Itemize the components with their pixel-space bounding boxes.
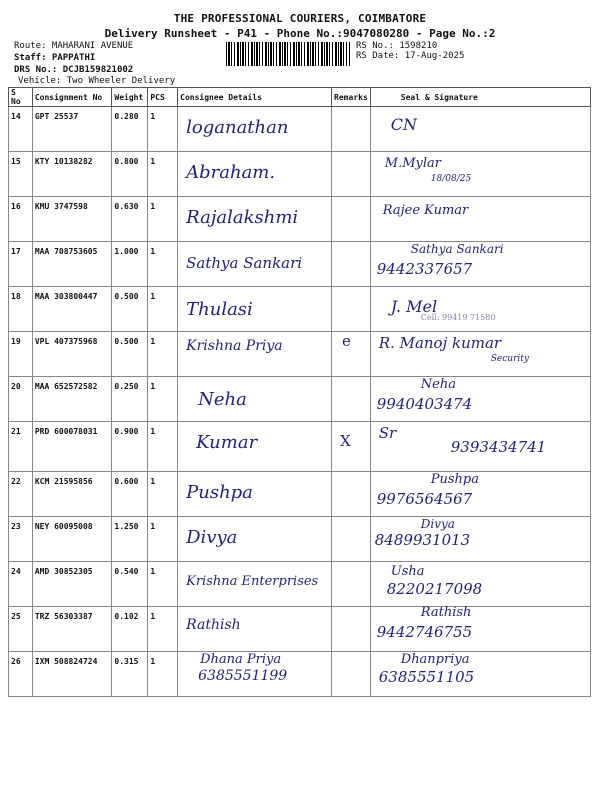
row-sno: 25 xyxy=(9,607,33,652)
handwritten-name: Abraham. xyxy=(186,162,276,183)
handwritten-name: Krishna Enterprises xyxy=(186,574,319,589)
table-row xyxy=(9,472,591,517)
row-weight: 0.250 xyxy=(112,377,148,422)
row-remark xyxy=(332,377,371,422)
row-pcs: 1 xyxy=(148,422,178,472)
row-remark: X xyxy=(332,422,371,472)
row-sno: 20 xyxy=(9,377,33,422)
row-consignment: MAA 652572582 xyxy=(32,377,112,422)
row-signature xyxy=(370,472,590,517)
signature-phone: 9393434741 xyxy=(450,438,547,456)
row-sno: 19 xyxy=(9,332,33,377)
barcode-image xyxy=(226,42,350,66)
row-weight: 0.630 xyxy=(112,197,148,242)
row-consignment: PRD 600078031 xyxy=(32,422,112,472)
row-pcs: 1 xyxy=(148,152,178,197)
handwritten-name: Neha xyxy=(198,389,247,410)
row-signature xyxy=(370,377,590,422)
signature-text: Neha xyxy=(420,377,456,392)
row-weight: 0.280 xyxy=(112,107,148,152)
company-title: THE PROFESSIONAL COURIERS, COIMBATORE xyxy=(173,12,427,25)
rs-number: RS No.: 1598210 xyxy=(356,41,438,51)
handwritten-name: Krishna Priya xyxy=(186,338,283,354)
row-sno: 26 xyxy=(9,652,33,697)
row-consignment: KMU 3747598 xyxy=(32,197,112,242)
row-signature xyxy=(370,517,590,562)
row-sno: 23 xyxy=(9,517,33,562)
row-consignment: KTY 10138282 xyxy=(32,152,112,197)
row-consignment: TRZ 56303387 xyxy=(32,607,112,652)
table-row xyxy=(9,287,591,332)
runsheet-subtitle: Delivery Runsheet - P41 - Phone No.:9047080280 - Page No.:2 xyxy=(104,27,496,40)
col-seal-signature: Seal & Signature xyxy=(370,88,590,107)
row-consignment: VPL 407375968 xyxy=(32,332,112,377)
table-row xyxy=(9,652,591,697)
signature-text: Rajee Kumar xyxy=(382,203,469,218)
table-row xyxy=(9,377,591,422)
signature-phone: 9940403474 xyxy=(376,395,473,413)
staff-label: Staff: PAPPATHI xyxy=(14,53,96,63)
row-signature xyxy=(370,332,590,377)
signature-text: Pushpa xyxy=(430,472,480,487)
signature-text: Sr xyxy=(378,424,397,442)
row-weight: 0.600 xyxy=(112,472,148,517)
signature-text: Dhanpriya xyxy=(400,652,470,667)
col-weight: Weight xyxy=(112,88,148,107)
table-row xyxy=(9,422,591,472)
signature-phone: 8220217098 xyxy=(386,580,483,598)
row-weight: 1.250 xyxy=(112,517,148,562)
handwritten-name: Divya xyxy=(186,527,238,548)
row-consignee xyxy=(178,107,332,152)
row-consignee xyxy=(178,242,332,287)
row-remark xyxy=(332,607,371,652)
row-pcs: 1 xyxy=(148,377,178,422)
col-remarks: Remarks xyxy=(332,88,371,107)
row-remark xyxy=(332,287,371,332)
vehicle-label: Vehicle: Two Wheeler Delivery xyxy=(18,76,176,86)
runsheet-table xyxy=(8,87,591,697)
row-consignee xyxy=(178,472,332,517)
signature-text: Rathish xyxy=(420,605,472,620)
table-row xyxy=(9,562,591,607)
row-consignee xyxy=(178,652,332,697)
handwritten-phone: 6385551199 xyxy=(198,668,288,684)
row-remark xyxy=(332,197,371,242)
row-weight: 0.500 xyxy=(112,332,148,377)
row-consignee xyxy=(178,152,332,197)
row-consignee xyxy=(178,607,332,652)
row-remark xyxy=(332,652,371,697)
row-consignee xyxy=(178,422,332,472)
row-weight: 0.500 xyxy=(112,287,148,332)
signature-text: J. Mel xyxy=(390,297,438,316)
row-remark xyxy=(332,242,371,287)
row-pcs: 1 xyxy=(148,287,178,332)
signature-phone: 9442337657 xyxy=(376,260,473,278)
table-header xyxy=(9,88,591,107)
row-sno: 15 xyxy=(9,152,33,197)
row-pcs: 1 xyxy=(148,107,178,152)
table-row xyxy=(9,107,591,152)
row-pcs: 1 xyxy=(148,517,178,562)
signature-phone: 9976564567 xyxy=(376,490,473,508)
row-sno: 24 xyxy=(9,562,33,607)
row-pcs: 1 xyxy=(148,472,178,517)
table-row xyxy=(9,152,591,197)
signature-phone: 8489931013 xyxy=(374,531,471,549)
signature-text: Sathya Sankari xyxy=(410,242,504,256)
row-consignment: MAA 303800447 xyxy=(32,287,112,332)
row-signature xyxy=(370,562,590,607)
row-remark xyxy=(332,107,371,152)
row-consignment: IXM 508824724 xyxy=(32,652,112,697)
table-row xyxy=(9,332,591,377)
handwritten-name: Sathya Sankari xyxy=(186,254,303,272)
row-signature xyxy=(370,422,590,472)
row-consignee xyxy=(178,377,332,422)
row-remark xyxy=(332,152,371,197)
row-signature xyxy=(370,287,590,332)
table-row xyxy=(9,242,591,287)
table-row xyxy=(9,607,591,652)
row-consignee xyxy=(178,287,332,332)
table-row xyxy=(9,517,591,562)
handwritten-name: Dhana Priya xyxy=(200,652,282,667)
row-consignee xyxy=(178,332,332,377)
row-consignment: MAA 708753605 xyxy=(32,242,112,287)
signature-date: 18/08/25 xyxy=(430,174,472,184)
route-label: Route: MAHARANI AVENUE xyxy=(14,41,134,51)
row-pcs: 1 xyxy=(148,197,178,242)
row-consignee xyxy=(178,562,332,607)
row-weight: 1.000 xyxy=(112,242,148,287)
col-pcs: PCS xyxy=(148,88,178,107)
signature-phone: 6385551105 xyxy=(378,668,475,686)
handwritten-name: Pushpa xyxy=(186,482,253,503)
handwritten-name: Rathish xyxy=(186,617,241,633)
row-weight: 0.900 xyxy=(112,422,148,472)
col-consignment: Consignment No xyxy=(32,88,112,107)
row-pcs: 1 xyxy=(148,652,178,697)
row-signature xyxy=(370,197,590,242)
row-pcs: 1 xyxy=(148,242,178,287)
row-signature xyxy=(370,242,590,287)
drs-label: DRS No.: DCJB159821002 xyxy=(14,65,134,75)
row-sno: 16 xyxy=(9,197,33,242)
stamp-cell: Cell: 99419 71580 xyxy=(420,313,496,322)
row-signature xyxy=(370,152,590,197)
signature-text: R. Manoj kumar xyxy=(378,334,502,352)
row-consignment: AMD 30852305 xyxy=(32,562,112,607)
row-consignment: GPT 25537 xyxy=(32,107,112,152)
signature-text: M.Mylar xyxy=(384,156,441,171)
row-weight: 0.102 xyxy=(112,607,148,652)
signature-note: Security xyxy=(490,354,529,364)
handwritten-name: Rajalakshmi xyxy=(186,207,299,228)
row-sno: 14 xyxy=(9,107,33,152)
rs-date: RS Date: 17-Aug-2025 xyxy=(356,51,465,61)
row-remark xyxy=(332,472,371,517)
signature-text: Usha xyxy=(390,564,425,579)
table-row xyxy=(9,197,591,242)
row-consignment: KCM 21595856 xyxy=(32,472,112,517)
row-pcs: 1 xyxy=(148,562,178,607)
row-weight: 0.540 xyxy=(112,562,148,607)
col-consignee: Consignee Details xyxy=(178,88,332,107)
handwritten-name: loganathan xyxy=(186,117,289,138)
signature-phone: 9442746755 xyxy=(376,623,473,641)
row-remark xyxy=(332,562,371,607)
row-sno: 17 xyxy=(9,242,33,287)
row-signature xyxy=(370,607,590,652)
row-consignment: NEY 60095008 xyxy=(32,517,112,562)
row-pcs: 1 xyxy=(148,607,178,652)
row-pcs: 1 xyxy=(148,332,178,377)
row-remark xyxy=(332,517,371,562)
row-signature xyxy=(370,652,590,697)
row-remark: e xyxy=(332,332,371,377)
handwritten-name: Kumar xyxy=(196,432,258,453)
row-sno: 22 xyxy=(9,472,33,517)
handwritten-name: Thulasi xyxy=(186,299,253,320)
row-consignee xyxy=(178,517,332,562)
signature-text: CN xyxy=(390,115,418,134)
col-sno: S No xyxy=(9,88,33,107)
signature-text: Divya xyxy=(420,517,455,531)
row-weight: 0.315 xyxy=(112,652,148,697)
row-weight: 0.800 xyxy=(112,152,148,197)
row-consignee xyxy=(178,197,332,242)
row-signature xyxy=(370,107,590,152)
row-sno: 21 xyxy=(9,422,33,472)
row-sno: 18 xyxy=(9,287,33,332)
